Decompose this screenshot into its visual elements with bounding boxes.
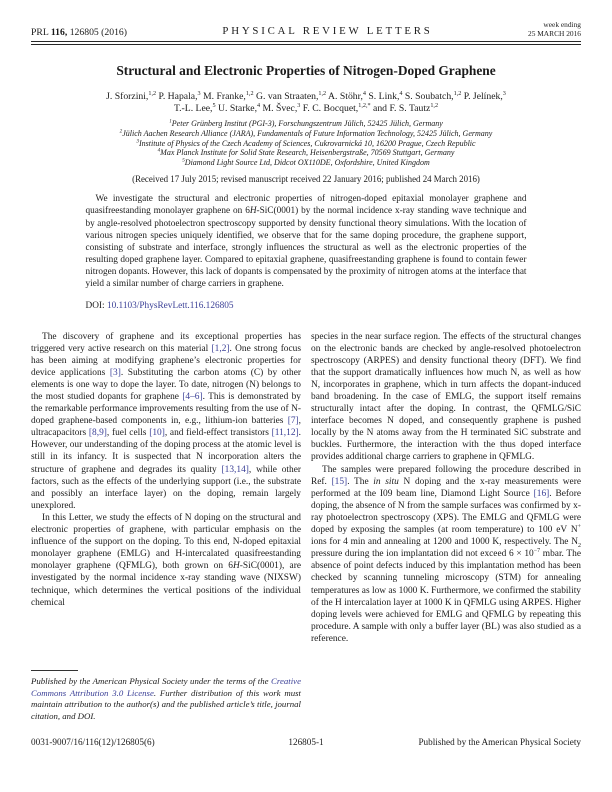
header-rule xyxy=(31,41,581,44)
text-segment: 4 xyxy=(257,101,261,109)
text-segment: S. Link, xyxy=(366,90,400,102)
text-segment: 3 xyxy=(197,89,201,97)
citation-link[interactable]: [10] xyxy=(149,428,165,439)
citation-link[interactable]: [15] xyxy=(331,476,348,487)
text-segment: . Further distribution of this work must maintain attribution to the author(s) and the published article’s title, journal citation, and DOI. xyxy=(31,687,301,721)
affiliation-line-4 xyxy=(31,148,581,158)
citation-link[interactable]: [11,12] xyxy=(271,428,299,439)
received-line: (Received 17 July 2015; revised manuscript received 22 January 2016; published 24 March 2016) xyxy=(132,174,480,185)
text-segment: M. Švec, xyxy=(260,103,298,115)
text-segment: Published by the American Physical Society under the terms of the xyxy=(31,676,272,687)
text-segment: . Before doping, the absence of N from the sample surfaces was confirmed by x-ray photoelectron spectroscopy (XPS). The EMLG and QFMLG were doped by exposing the samples (at room temperature) to 100 eV N xyxy=(311,488,581,536)
text-segment: −7 xyxy=(533,548,541,555)
doi-label: DOI: xyxy=(85,300,107,311)
citation-link[interactable]: [7] xyxy=(287,416,299,427)
text-segment: Max Planck Institute for Solid State Research, Heisenbergstraße, 70569 Stuttgart, Germany xyxy=(160,148,455,158)
publisher-note: Published by the American Physical Society xyxy=(418,737,581,747)
text-segment: Diamond Light Source Ltd, Didcot OX110DE, Oxfordshire, United Kingdom xyxy=(184,158,430,168)
text-segment: . However, our understanding of the doping process at the atomic level is still in its infancy. It is suspected that N incorporation alters the structure of graphene and degrades its quality xyxy=(31,428,301,475)
text-segment: 116, xyxy=(50,27,68,39)
citation-link[interactable]: [16] xyxy=(533,488,550,499)
journal-reference xyxy=(31,27,127,38)
affiliations-block xyxy=(31,119,581,169)
text-segment: 1 xyxy=(169,118,172,125)
affiliation-line-2 xyxy=(31,129,581,139)
text-segment: mbar. The absence of point defects induced by this implantation method has been checked by scanning tunneling microscopy (STM) for annealing temperatures as low as 1000 K. Furthermore, we confirmed the stability of the H intercalation layer at 1000 K in QFMLG using ARPES. Higher doping levels were achieved for EMLG and QFMLG by repeating this procedure. A sample with only a buffer layer (BL) was also studied as a reference. xyxy=(311,549,581,644)
week-ending xyxy=(528,21,581,38)
text-segment: 1,2 xyxy=(430,101,439,109)
text-segment: P. Hapala, xyxy=(156,90,198,102)
affiliation-line-5 xyxy=(31,158,581,168)
doi-line xyxy=(86,301,527,311)
text-segment: -SiC(0001), are investigated by the normal incidence x-ray standing wave (NIXSW) technique, which determines the vertical positions of the individual chemical xyxy=(31,561,301,608)
paragraph-sample-preparation xyxy=(311,464,581,645)
text-segment: N doping and the x-ray measurements were performed at the I09 beam line, Diamond Light Source xyxy=(311,476,581,499)
text-segment: A. Stöhr, xyxy=(326,90,363,102)
text-segment: Peter Grünberg Institut (PGI-3), Forschungszentrum Jülich, 52425 Jülich, Germany xyxy=(171,118,443,128)
issue-date: 25 MARCH 2016 xyxy=(528,28,581,38)
text-segment: The samples were prepared following the procedure described in Ref. xyxy=(311,464,581,487)
footnote-text xyxy=(31,676,301,722)
text-segment: species in the near surface region. The effects of the structural changes on the electronic bands are checked by angle-resolved photoelectron spectroscopy (ARPES) and density functional theory (DFT). We find that the support dramatically influences how much N, as well as how N, incorporates in graphene, which in turn affects the dopant-induced band broadening. In the case of EMLG, the support itself remains structurally intact after the doping. In contrast, the QFMLG/SiC interface becomes N doped, and consequently graphene is pushed locally by the N atoms away from the H terminated SiC substrate and buckles. Furthermore, the interaction with the thus doped interface provides additional charge carriers to graphene in QFMLG. xyxy=(311,331,581,463)
text-segment: 3 xyxy=(502,89,506,97)
footnote-block xyxy=(31,670,301,722)
text-segment: . One strong focus has been aiming at modifying graphene’s electronic properties for device applications xyxy=(31,343,301,378)
text-segment: 5 xyxy=(212,101,216,109)
text-segment: 4 xyxy=(157,147,161,154)
text-segment: , and field-effect transistors xyxy=(164,428,272,439)
text-segment: 1,2,* xyxy=(358,101,371,109)
text-segment: H xyxy=(249,206,257,217)
text-segment: 1,2 xyxy=(148,89,157,97)
citation-link[interactable]: [8,9] xyxy=(88,428,107,439)
text-segment: 3 xyxy=(136,137,139,144)
text-segment: , ultracapacitors xyxy=(31,416,301,439)
text-segment: 2 xyxy=(119,128,123,135)
text-segment: G. van Straaten, xyxy=(253,90,319,102)
text-segment: T.-L. Lee, xyxy=(173,103,213,115)
doi-link[interactable]: 10.1103/PhysRevLett.116.126805 xyxy=(106,300,234,311)
text-segment: H xyxy=(232,561,240,572)
paragraph-continuation xyxy=(311,331,581,464)
issn-copyright-code: 0031-9007/16/116(12)/126805(6) xyxy=(31,737,155,747)
article-title: Structural and Electronic Properties of Nitrogen-Doped Graphene xyxy=(116,62,496,78)
page-footer xyxy=(31,737,581,747)
text-segment: 3 xyxy=(297,101,301,109)
text-segment: P. Jelínek, xyxy=(461,90,503,102)
text-segment: Institute of Physics of the Czech Academy of Sciences, Cukrovarnická 10, 16200 Prague, Czech Republic xyxy=(138,138,476,148)
text-segment: 126805 (2016) xyxy=(67,27,127,39)
citation-link[interactable]: [3] xyxy=(109,367,121,378)
text-segment: We investigate the structural and electronic properties of nitrogen-doped epitaxial monolayer graphene and quasifreestanding monolayer graphene on 6 xyxy=(85,194,527,217)
text-segment: -SiC(0001) by the normal incidence x-ray standing wave technique and by angle-resolved photoelectron spectroscopy supported by density functional theory simulations. With the location of various nitrogen species uniquely identified, we observe that for the same doping procedure, the graphene support, consisting of substrate and interface, strongly influences the structural as well as the electronic properties of the resulting doped graphene layer. Compared to epitaxial graphene, quasifreestanding graphene is found to contain fewer nitrogen dopants. However, this lack of dopants is compensated by the proximity of nitrogen atoms at the interface that yield a similar number of charge carriers in graphene. xyxy=(85,206,527,290)
text-segment: F. C. Bocquet, xyxy=(300,103,359,115)
citation-link[interactable]: [4–6] xyxy=(182,392,203,403)
text-segment: The discovery of graphene and its exceptional properties has triggered very active research on this material xyxy=(31,331,301,354)
authors-block xyxy=(31,91,581,116)
text-segment: M. Franke, xyxy=(200,90,246,102)
text-segment: ions for 4 min and annealing at 1200 and 1000 K, respectively. The N xyxy=(311,537,578,548)
page-header xyxy=(31,21,581,38)
text-segment: . The xyxy=(347,476,374,487)
text-segment: 4 xyxy=(362,89,366,97)
text-segment: 1,2 xyxy=(245,89,254,97)
text-segment: J. Sforzini, xyxy=(106,90,149,102)
citation-link[interactable]: [13,14] xyxy=(221,464,249,475)
abstract-text xyxy=(86,193,527,290)
text-segment: in situ xyxy=(373,476,399,487)
text-segment: pressure during the ion implantation did not exceed 6 × 10 xyxy=(311,549,534,560)
cc-license-link[interactable]: Creative Commons Attribution 3.0 License xyxy=(31,676,301,698)
text-segment: U. Starke, xyxy=(215,103,258,115)
journal-name: PHYSICAL REVIEW LETTERS xyxy=(222,25,433,38)
paragraph-intro xyxy=(31,331,301,512)
page-number: 126805-1 xyxy=(288,737,324,747)
text-segment: 5 xyxy=(182,157,185,164)
text-segment: 1,2 xyxy=(318,89,327,97)
text-segment: Jülich Aachen Research Alliance (JARA), Fundamentals of Future Information Technology, 52425 Jülich, Germany xyxy=(122,128,493,138)
paragraph-letter-scope xyxy=(31,512,301,609)
text-segment: PRL xyxy=(31,27,51,39)
citation-link[interactable]: [1,2] xyxy=(211,343,230,354)
week-ending-label: week ending xyxy=(543,20,581,29)
right-column xyxy=(311,331,581,723)
text-segment: , fuel cells xyxy=(106,428,150,439)
text-segment: . This is demonstrated by the remarkable performance improvements resulting from the use of N-doped graphene-based components in, e.g., lithium-ion batteries xyxy=(31,392,301,427)
text-segment: In this Letter, we study the effects of N doping on the structural and electronic properties of graphene, with particular emphasis on the influence of the support on the doping. To this end, N-doped epitaxial monolayer graphene (EMLG) and H-intercalated quasifreestanding monolayer graphene (QFMLG), both grown on 6 xyxy=(31,512,301,572)
text-segment: . Substituting the carbon atoms (C) by other elements is one way to dope the layer. To date, nitrogen (N) belongs to the most studied dopants for graphene xyxy=(31,367,301,403)
footnote-rule xyxy=(31,670,78,671)
text-segment: S. Soubatch, xyxy=(402,90,454,102)
text-segment: + xyxy=(577,523,581,530)
text-segment: and F. S. Tautz xyxy=(370,103,431,115)
affiliation-line-1 xyxy=(31,119,581,129)
authors-line-1 xyxy=(31,91,581,104)
text-segment: 1,2 xyxy=(453,89,462,97)
affiliation-line-3 xyxy=(31,139,581,149)
body-columns xyxy=(31,331,581,723)
text-segment: 4 xyxy=(399,89,403,97)
text-segment: , while other factors, such as the effects of the underlying support (i.e., the substrate and possibly an interface layer) on the doping, remain largely unexplored. xyxy=(31,464,301,511)
text-segment: 2 xyxy=(578,543,581,550)
authors-line-2 xyxy=(31,103,581,116)
left-column xyxy=(31,331,301,723)
